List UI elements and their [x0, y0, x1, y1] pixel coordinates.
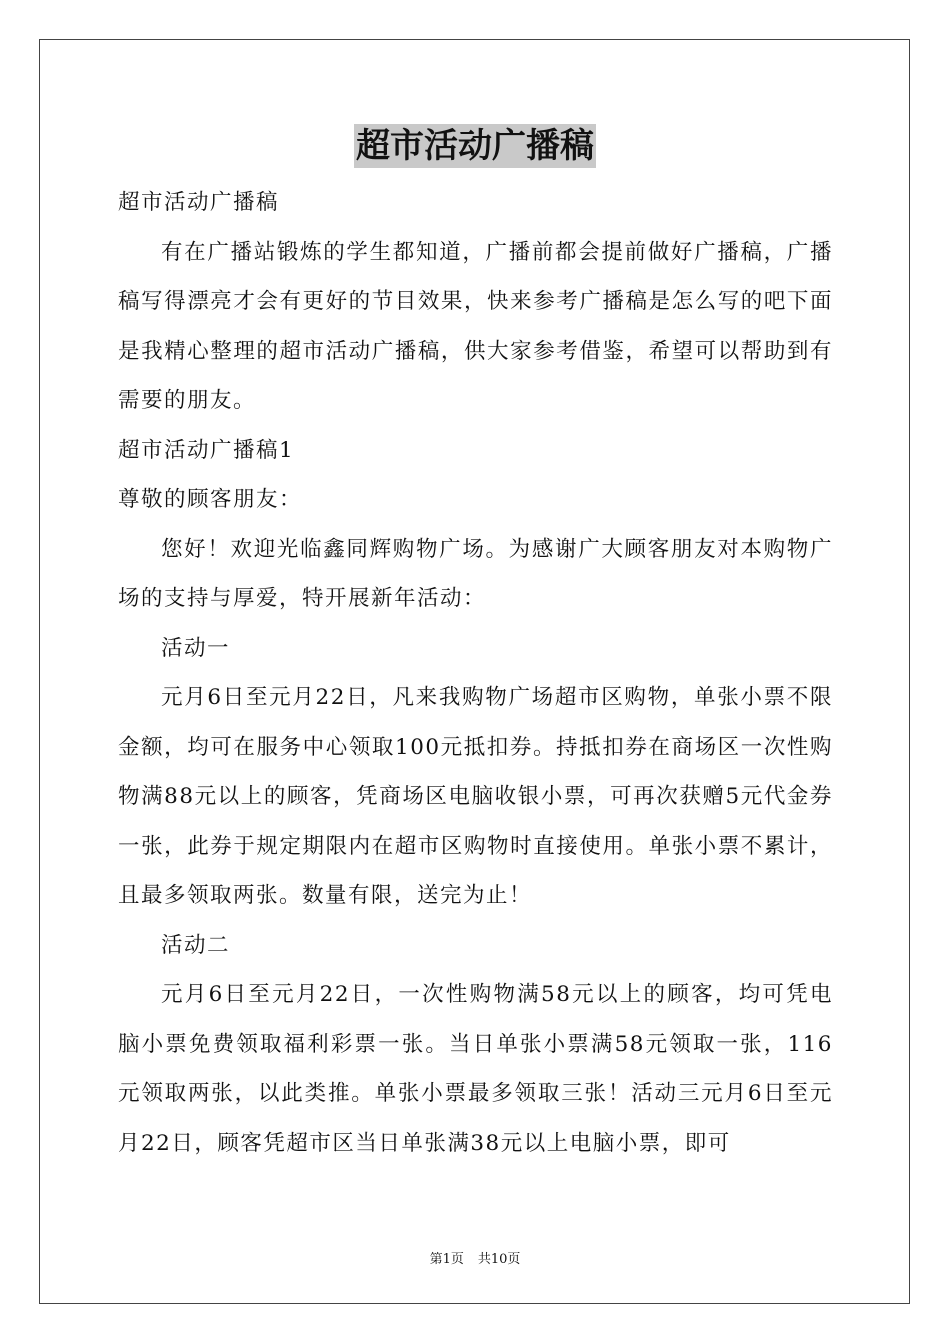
document-title: 超市活动广播稿	[356, 126, 594, 166]
page-total: 共10页	[477, 1252, 521, 1267]
activity-heading: 活动一	[161, 635, 231, 661]
page-footer	[0, 1248, 950, 1267]
paragraph: 超市活动广播稿	[118, 190, 280, 215]
salutation: 尊敬的顾客朋友：	[118, 487, 303, 512]
document-body	[118, 178, 833, 1168]
activity-heading: 活动二	[161, 932, 231, 958]
section-heading: 超市活动广播稿1	[118, 437, 295, 463]
title-container	[0, 124, 950, 168]
paragraph: 元月6日至元月22日，一次性购物满58元以上的顾客，均可凭电脑小票免费领取福利彩票一张。当日单张小票满58元领取一张，116元领取两张，以此类推。单张小票最多领取三张！活动三元月6日至元月22日，顾客凭超市区当日单张满38元以上电脑小票，即可	[118, 982, 833, 1156]
paragraph: 元月6日至元月22日，凡来我购物广场超市区购物，单张小票不限金额，均可在服务中心领取100元抵扣券。持抵扣券在商场区一次性购物满88元以上的顾客，凭商场区电脑收银小票，可再次获赠5元代金券一张，此券于规定期限内在超市区购物时直接使用。单张小票不累计，且最多领取两张。数量有限，送完为止！	[118, 685, 833, 908]
paragraph: 您好！欢迎光临鑫同辉购物广场。为感谢广大顾客朋友对本购物广场的支持与厚爱，特开展新年活动：	[118, 536, 833, 611]
page-number: 第1页	[429, 1252, 464, 1267]
paragraph: 有在广播站锻炼的学生都知道，广播前都会提前做好广播稿，广播稿写得漂亮才会有更好的节目效果，快来参考广播稿是怎么写的吧下面是我精心整理的超市活动广播稿，供大家参考借鉴，希望可以帮助到有需要的朋友。	[118, 239, 833, 413]
